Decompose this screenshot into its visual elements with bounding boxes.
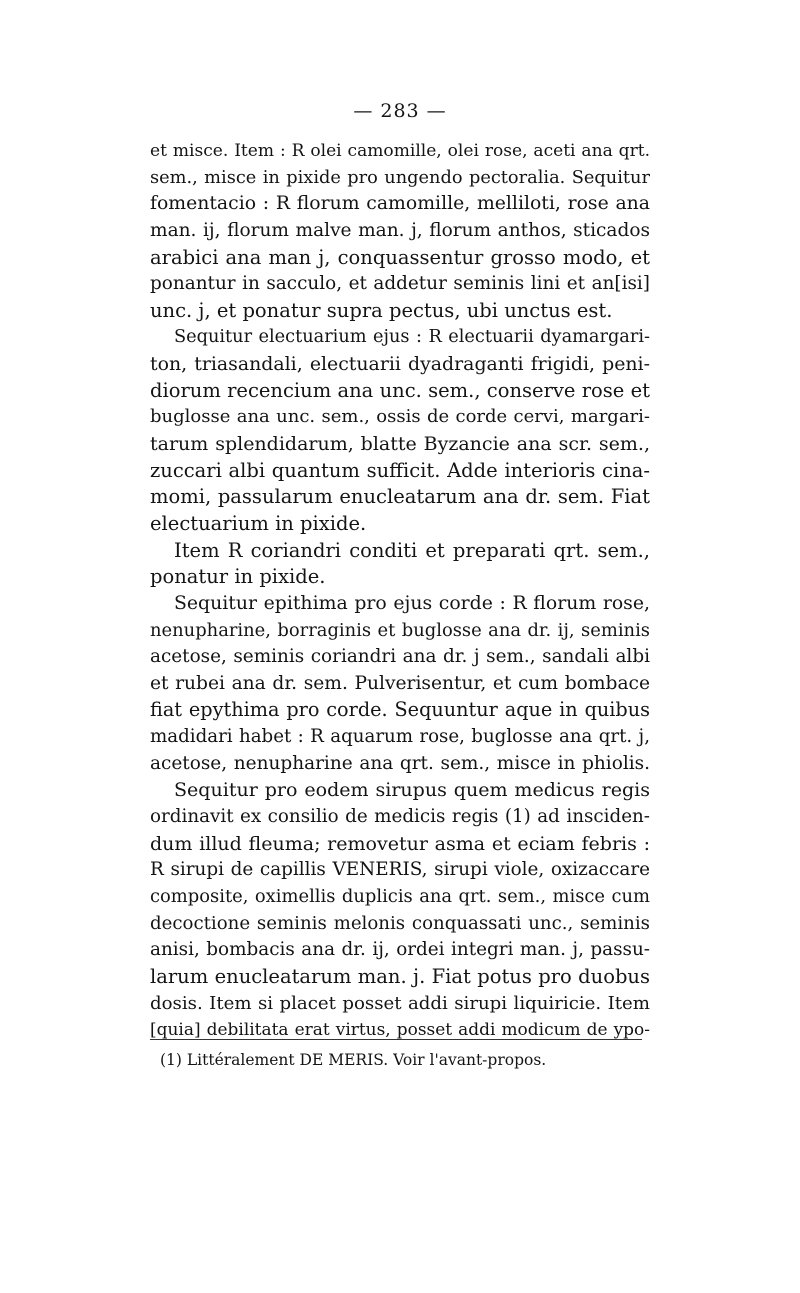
text-line: ton, triasandali, electuarii dyadraganti frigidi, peni- [150,353,650,376]
text-line: unc. j, et ponatur supra pectus, ubi unctus est. [150,298,613,322]
text-line: electuarium in pixide. [150,511,367,535]
text-line: ponantur in sacculo, et addetur seminis lini et an[isi] [150,273,650,295]
text-line: sem., misce in pixide pro ungendo pectoralia. Sequitur [150,167,650,188]
text-line: dum illud fleuma; removetur asma et eciam febris : [150,832,650,855]
text-line: anisi, bombacis ana dr. ij, ordei integri man. j, passu- [150,939,650,961]
text-line: Item R coriandri conditi et preparati qrt. sem., [174,538,650,562]
text-line: composite, oximellis duplicis ana qrt. sem., misce cum [150,885,650,907]
text-line: nenupharine, borraginis et buglosse ana dr. ij, seminis [150,619,650,641]
text-line: madidari habet : R aquarum rose, buglosse ana qrt. j, [150,726,650,748]
text-line: fiat epythima pro corde. Sequuntur aque in quibus [150,698,650,722]
text-line: et misce. Item : R olei camomille, olei rose, aceti ana qrt. [150,141,650,161]
text-line: zuccari albi quantum sufficit. Adde interioris cina- [150,458,650,482]
text-line: buglosse ana unc. sem., ossis de corde cervi, margari- [150,406,650,428]
text-line: momi, passularum enucleatarum ana dr. sem. Fiat [150,485,650,509]
text-line: acetose, nenupharine ana qrt. sem., misce in phiolis. [150,752,650,774]
text-line: ponatur in pixide. [150,565,326,589]
text-line: Sequitur electuarium ejus : R electuarii dyamargari- [174,327,650,348]
text-line: Sequitur epithima pro ejus corde : R florum rose, [174,592,650,614]
text-line: R sirupi de capillis VENERIS, sirupi viole, oxizaccare [150,859,650,881]
page-number: — 283 — [353,100,447,122]
text-line: tarum splendidarum, blatte Byzancie ana scr. sem., [150,433,650,456]
text-line: man. ij, florum malve man. j, florum anthos, sticados [150,219,650,241]
text-line: arabici ana man j, conquassentur grosso modo, et [150,245,650,269]
footnote: (1) Littéralement DE MERIS. Voir l'avant-propos. [160,1051,547,1069]
text-line: [quia] debilitata erat virtus, posset addi modicum de ypo- [150,1020,650,1041]
text-line: acetose, seminis coriandri ana dr. j sem., sandali albi [150,646,650,668]
text-line: diorum recencium ana unc. sem., conserve rose et [150,378,650,402]
body-text [150,138,650,1044]
text-line: decoctione seminis melonis conquassati unc., seminis [150,912,650,934]
text-line: ordinavit ex consilio de medicis regis (1) ad insciden- [150,806,650,828]
text-line: dosis. Item si placet posset addi sirupi liquiricie. Item [150,992,650,1014]
text-line: fomentacio : R florum camomille, melliloti, rose ana [150,193,650,215]
text-line: larum enucleatarum man. j. Fiat potus pro duobus [150,964,650,988]
text-line: et rubei ana dr. sem. Pulverisentur, et cum bombace [150,672,650,694]
footnote-rule [150,1039,642,1040]
text-line: Sequitur pro eodem sirupus quem medicus regis [174,779,650,802]
